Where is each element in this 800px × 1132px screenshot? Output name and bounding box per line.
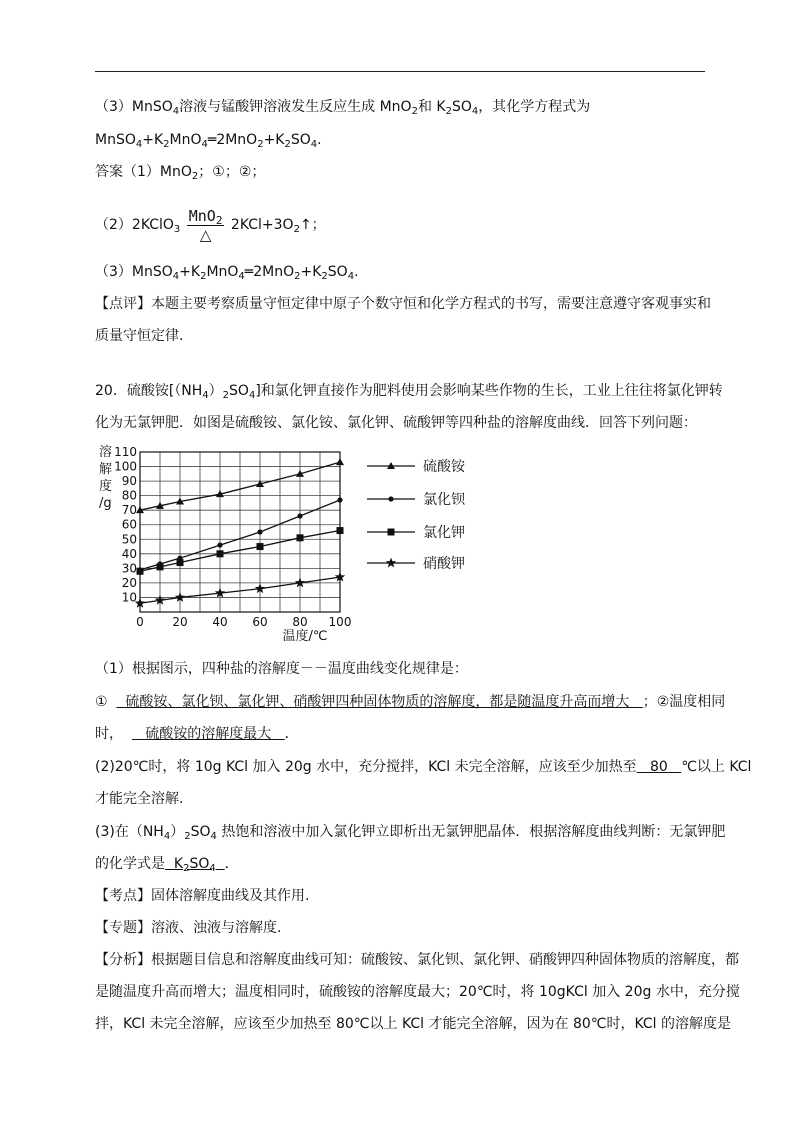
comment-line1: 【点评】本题主要考察质量守恒定律中原子个数守恒和化学方程式的书写，需要注意遵守客观事实和	[95, 296, 711, 312]
x-tick-label: 80	[292, 615, 308, 629]
answer-blank-4: $K_2SO_4$	[173, 856, 216, 874]
circle-marker	[217, 542, 222, 547]
q20-stem-line2: 化为无氯钾肥．如图是硫酸铵、氯化铵、氯化钾、硫酸钾等四种盐的溶解度曲线．回答下列问题：	[95, 415, 697, 431]
y-tick-label: 90	[121, 474, 137, 489]
legend-label: 硝酸钾	[423, 556, 465, 572]
x-tick-label: 100	[328, 615, 352, 629]
q20-part3-line2: 的化学式是 $K_2SO_4$ ．	[95, 856, 239, 874]
y-tick-label: 60	[121, 517, 137, 532]
y-tick-label: 100	[114, 459, 137, 474]
legend-label: 硫酸铵	[423, 459, 465, 475]
circle-marker	[337, 497, 342, 502]
circle-marker	[297, 513, 302, 518]
fenxi-line3: 拌，KCl 未完全溶解，应该至少加热至 80℃以上 KCl 才能完全溶解，因为在 80℃时，KCl 的溶解度是	[95, 1016, 732, 1032]
answer-blank-3: 80	[650, 759, 668, 775]
prev-part3-equation: $MnSO_4+K_2MnO_4═2MnO_2+K_2SO_4$.	[95, 132, 322, 150]
y-tick-label: 30	[121, 561, 137, 576]
y-axis-label-char: 度	[99, 479, 113, 494]
y-tick-label: 20	[121, 575, 137, 590]
y-tick-label: 110	[114, 445, 137, 459]
square-marker	[388, 529, 395, 536]
fenxi-line2: 是随温度升高而增大；温度相同时，硫酸铵的溶解度最大；20℃时，将 10gKCl 加入 20g 水中，充分搅	[95, 984, 740, 1000]
square-marker	[217, 550, 224, 557]
y-tick-label: 70	[121, 503, 137, 518]
star-marker	[386, 558, 396, 568]
legend-label: 氯化钡	[423, 492, 465, 508]
comment-line2: 质量守恒定律.	[95, 328, 184, 344]
square-marker	[257, 543, 264, 550]
fenxi-line1: 【分析】根据题目信息和溶解度曲线可知：硫酸铵、氯化钡、氯化钾、硝酸钾四种固体物质的溶解度，都	[95, 952, 739, 968]
triangle-marker	[336, 458, 344, 465]
x-axis-label: 温度/℃	[282, 629, 328, 642]
q20-part1-answer-line1: ① 硫酸铵、氯化钡、氯化钾、硝酸钾四种固体物质的溶解度，都是随温度升高而增大 ；②温度相同	[95, 694, 726, 710]
x-tick-label: 40	[212, 615, 228, 629]
y-tick-label: 40	[121, 546, 137, 561]
square-marker	[337, 527, 344, 534]
q20-part2-line2: 才能完全溶解.	[95, 791, 184, 807]
square-marker	[137, 568, 144, 575]
x-tick-label: 20	[172, 615, 188, 629]
q20-part3-line1: (3)在$(NH_4)_2SO_4$ 热饱和溶液中加入氯化钾立即析出无氯钾肥晶体．根据溶解度曲线判断：无氯钾肥	[95, 824, 726, 842]
legend-label: 氯化钾	[423, 525, 465, 541]
q20-part1-answer-line2: 时， 硫酸铵的溶解度最大 ．	[95, 726, 299, 742]
zhuanti: 【专题】溶液、浊液与溶解度.	[95, 920, 282, 936]
answer-part3: $(3)MnSO_4+K_2MnO_4═2MnO_2+K_2SO_4$.	[95, 264, 359, 282]
square-marker	[157, 563, 164, 570]
q20-part2-line1: (2)20℃时，将 10g KCl 加入 20g 水中，充分搅拌，KCl 未完全溶解，应该至少加热至 80 ℃以上 KCl	[95, 759, 752, 775]
square-marker	[177, 559, 184, 566]
solubility-chart	[95, 442, 465, 642]
prev-part3-line1: （3）MnSO$_4$溶液与锰酸钾溶液发生反应生成 MnO$_2$和 $K_2SO_4$，其化学方程式为	[95, 99, 591, 117]
y-axis-label-char: 解	[99, 462, 113, 477]
circle-marker	[388, 496, 393, 501]
answer-blank-1: 硫酸铵、氯化钡、氯化钾、硝酸钾四种固体物质的溶解度，都是随温度升高而增大	[125, 694, 630, 710]
y-axis-label-char: /g	[99, 496, 112, 511]
answer-part2: （2）2KClO$_3$ $\frac{MnO_2}{\triangle}$ $2KCl+3O_2↑$；	[95, 206, 326, 244]
header-rule	[95, 71, 705, 72]
y-tick-label: 50	[121, 532, 137, 547]
x-tick-label: 0	[136, 615, 144, 629]
y-tick-label: 80	[121, 488, 137, 503]
y-axis-label-char: 溶	[99, 445, 113, 460]
q20-part1-prompt: （1）根据图示，四种盐的溶解度－－温度曲线变化规律是：	[95, 661, 468, 677]
x-tick-label: 60	[252, 615, 268, 629]
square-marker	[297, 534, 304, 541]
circle-marker	[257, 529, 262, 534]
answer-blank-2: 硫酸铵的溶解度最大	[145, 726, 272, 742]
q20-stem-line1: 20．硫酸铵$[(NH_4)_2SO_4]$和氯化钾直接作为肥料使用会影响某些作物的生长，工业上往往将氯化钾转	[95, 383, 723, 401]
y-tick-label: 10	[121, 590, 137, 605]
answer-part1: 答案（1）MnO$_2$；①；②；	[95, 164, 266, 182]
catalyst-condition: $\frac{MnO_2}{\triangle}$	[188, 206, 223, 244]
kaodian: 【考点】固体溶解度曲线及其作用.	[95, 888, 310, 904]
